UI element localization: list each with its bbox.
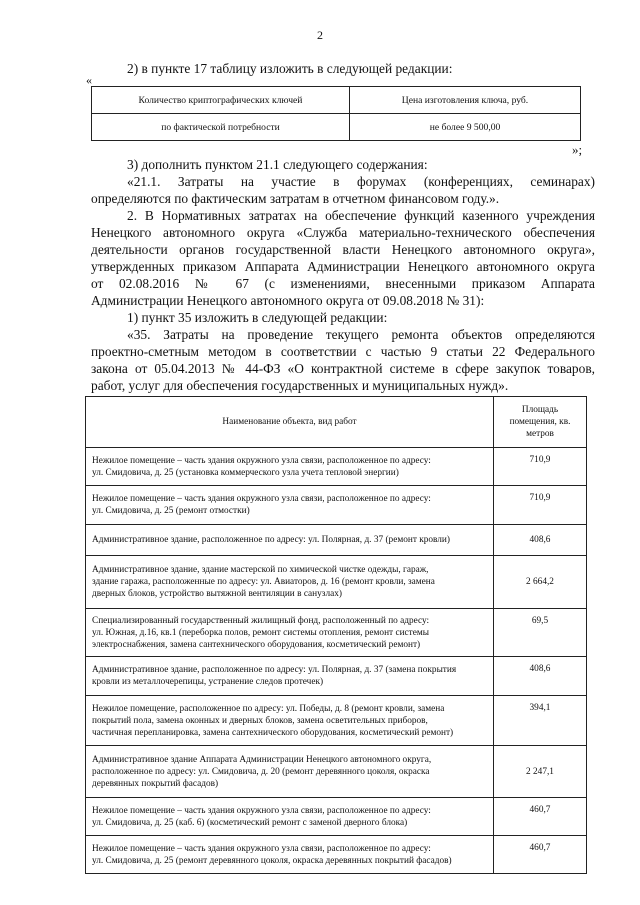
object-line: ул. Смидовича, д. 25 (ремонт деревянного цоколя, окраска деревянных покрытий фасадов) — [92, 855, 452, 866]
paragraph-35-line: проектно-сметным методом в соответствии с частью 9 статьи 22 Федерального — [91, 344, 595, 359]
object-line: Нежилое помещение – часть здания окружного узла связи, расположенное по адресу: — [92, 843, 431, 854]
table-row — [86, 836, 587, 874]
table-row — [86, 448, 587, 486]
paragraph-2-line: деятельности органов государственной власти Ненецкого автономного округа», — [91, 242, 595, 257]
object-name-cell — [86, 798, 494, 836]
object-line: Специализированный государственный жилищный фонд, расположенный по адресу: — [92, 615, 430, 626]
object-name-cell — [86, 746, 494, 798]
table-cell: по фактической потребности — [92, 114, 350, 141]
paragraph-2-line: утвержденных приказом Аппарата Администрации Ненецкого автономного округа — [91, 259, 595, 274]
paragraph-21-1-line: определяются по фактическим затратам в отчетном финансовом году.». — [91, 191, 500, 206]
table-row — [86, 696, 587, 746]
object-name-cell — [86, 448, 494, 486]
object-line: Административное здание, расположенное по адресу: ул. Полярная, д. 37 (замена покрытия — [92, 665, 457, 675]
object-line: ул. Смидовича, д. 25 (ремонт отмостки) — [92, 506, 250, 516]
object-name-cell — [86, 556, 494, 609]
quote-open-mark: « — [86, 73, 92, 87]
object-line: ул. Смидовича, д. 25 (установка коммерческого узла учета тепловой энергии) — [92, 467, 399, 478]
header-area-line: Площадь — [521, 405, 559, 415]
crypto-keys-table — [91, 86, 581, 141]
object-name-cell — [86, 657, 494, 696]
area-cell: 710,9 — [494, 448, 587, 486]
table-cell: не более 9 500,00 — [350, 114, 581, 141]
table-header-cell: Количество криптографических ключей — [92, 87, 350, 114]
area-cell: 69,5 — [494, 609, 587, 657]
table-row — [86, 657, 587, 696]
table-row — [86, 609, 587, 657]
object-line: ул. Смидовича, д. 25 (каб. 6) (косметический ремонт с заменой дверного блока) — [92, 817, 408, 828]
table-header-row — [92, 87, 581, 114]
table-header-row — [86, 397, 587, 448]
table-row — [86, 525, 587, 556]
object-name-cell — [86, 486, 494, 525]
table-row — [86, 556, 587, 609]
paragraph-2-line: от 02.08.2016 № 67 (с изменениями, внесенными приказом Аппарата — [91, 276, 595, 291]
object-line: электроснабжения, замена сантехнического оборудования, косметический ремонт) — [92, 639, 421, 650]
object-line: дверных блоков, устройство вытяжной вентиляции в санузлах) — [92, 589, 342, 599]
area-cell: 460,7 — [494, 836, 587, 874]
paragraph-add-21-1: 3) дополнить пунктом 21.1 следующего содержания: — [127, 157, 428, 172]
object-line: Нежилое помещение – часть здания окружного узла связи, расположенное по адресу: — [92, 455, 431, 466]
object-name-cell — [86, 696, 494, 746]
object-line: Административное здание Аппарата Администрации Ненецкого автономного округа, — [92, 754, 432, 765]
header-area-line: метров — [526, 429, 554, 439]
object-line: Нежилое помещение, расположенное по адресу: ул. Победы, д. 8 (ремонт кровли, замена — [92, 703, 445, 714]
object-line: частичная перепланировка, замена сантехнического оборудования, косметический ремонт) — [92, 727, 454, 738]
header-object-name: Наименование объекта, вид работ — [86, 397, 494, 448]
object-name-cell — [86, 836, 494, 874]
object-line: Нежилое помещение – часть здания окружного узла связи, расположенное по адресу: — [92, 805, 431, 816]
object-line: расположенное по адресу: ул. Смидовича, д. 20 (ремонт деревянного цоколя, окраска — [92, 766, 430, 777]
object-line: ул. Южная, д.16, кв.1 (переборка полов, ремонт системы отопления, ремонт системы — [92, 627, 429, 638]
table-row — [86, 798, 587, 836]
object-line: деревянных покрытий фасадов) — [92, 778, 219, 789]
object-name-cell — [86, 609, 494, 657]
area-cell: 2 664,2 — [494, 556, 587, 609]
header-area-line: помещения, кв. — [509, 417, 571, 427]
object-name-cell — [86, 525, 494, 556]
table-row — [92, 114, 581, 141]
quote-close-mark: »; — [572, 142, 583, 157]
paragraph-35-line: работ, услуг для обеспечения государственных и муниципальных нужд». — [91, 378, 509, 393]
paragraph-35-line: закона от 05.04.2013 № 44-ФЗ «О контрактной системе в сфере закупок товаров, — [91, 361, 595, 376]
table-row — [86, 486, 587, 525]
paragraph-point-35: 1) пункт 35 изложить в следующей редакции: — [127, 310, 388, 325]
object-line: кровли из металлочерепицы, устранение следов протечек) — [92, 677, 324, 687]
paragraph-35-line: «35. Затраты на проведение текущего ремонта объектов определяются — [127, 327, 595, 342]
table-row — [86, 746, 587, 798]
table-header-cell: Цена изготовления ключа, руб. — [350, 87, 581, 114]
header-area — [494, 397, 587, 448]
area-cell: 710,9 — [494, 486, 587, 525]
area-cell: 460,7 — [494, 798, 587, 836]
object-line: здание гаража, расположенные по адресу: ул. Авиаторов, д. 16 (ремонт кровли, замена — [92, 577, 435, 587]
paragraph-table-17: 2) в пункте 17 таблицу изложить в следующей редакции: — [127, 61, 453, 76]
repair-objects-table — [85, 396, 587, 874]
paragraph-2-line: Ненецкого автономного округа «Служба материально-технического обеспечения — [91, 225, 595, 240]
area-cell: 2 247,1 — [494, 746, 587, 798]
paragraph-21-1-line: «21.1. Затраты на участие в форумах (конференциях, семинарах) — [127, 174, 595, 189]
object-line: покрытий пола, замена оконных и дверных блоков, замена осветительных приборов, — [92, 715, 428, 726]
page-number: 2 — [317, 28, 323, 42]
area-cell: 408,6 — [494, 657, 587, 696]
object-line: Нежилое помещение – часть здания окружного узла связи, расположенное по адресу: — [92, 494, 431, 504]
object-line: Административное здание, расположенное по адресу: ул. Полярная, д. 37 (ремонт кровли) — [92, 535, 451, 545]
object-line: Административное здание, здание мастерской по химической чистке одежды, гараж, — [92, 565, 429, 575]
paragraph-2-line: Администрации Ненецкого автономного округа от 09.08.2018 № 31): — [91, 293, 485, 308]
area-cell: 394,1 — [494, 696, 587, 746]
area-cell: 408,6 — [494, 525, 587, 556]
paragraph-2-line: 2. В Нормативных затратах на обеспечение функций казенного учреждения — [127, 208, 595, 223]
